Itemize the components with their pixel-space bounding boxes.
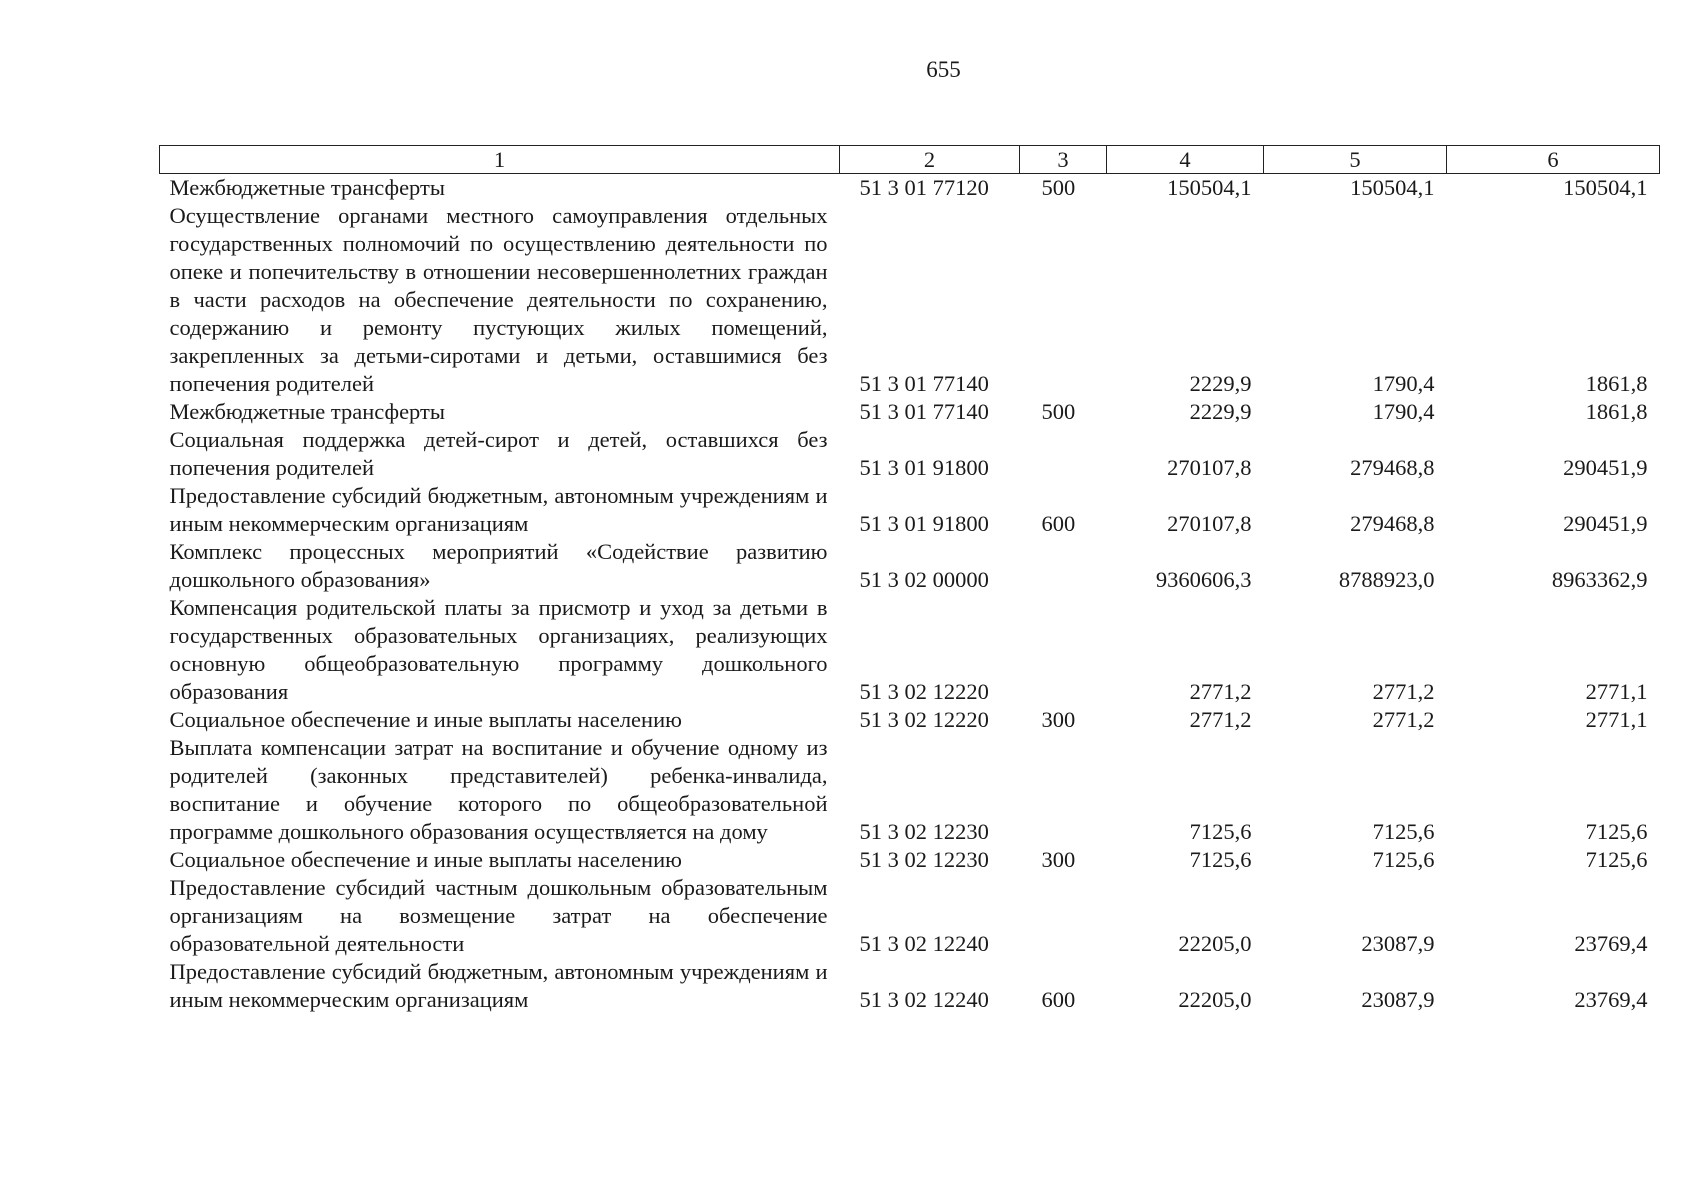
header-row [160, 146, 1660, 174]
row-expense-type: 500 [1041, 399, 1076, 424]
header-col-3: 3 [1020, 146, 1107, 174]
header-col-5: 5 [1264, 146, 1447, 174]
row-value-col6: 2771,1 [1585, 679, 1648, 704]
row-name: Межбюджетные трансферты [169, 399, 445, 424]
row-code: 51 3 02 12240 [859, 931, 989, 956]
row-expense-type [1020, 734, 1107, 846]
table-row [160, 734, 1660, 846]
table-row [160, 202, 1660, 398]
table-row [160, 594, 1660, 706]
budget-table [159, 145, 1660, 1014]
row-value-col6: 290451,9 [1563, 511, 1648, 536]
table-row [160, 482, 1660, 538]
row-code: 51 3 01 77140 [859, 399, 989, 424]
table-row [160, 874, 1660, 958]
row-value-col4: 2229,9 [1189, 399, 1252, 424]
row-name: Осуществление органами местного самоуправления отдельных государственных полномочий по осуществлению деятельности по опеке и попечительству в отношении несовершеннолетних граждан в части расходов на обеспечение деятельности по сохранению, содержанию и ремонту пустующих жилых помещений, закрепленных за детьми-сиротами и детьми, оставшимися без попечения родителей [169, 203, 828, 396]
row-value-col5: 8788923,0 [1338, 567, 1435, 592]
row-expense-type: 600 [1041, 511, 1076, 536]
row-value-col5: 23087,9 [1361, 987, 1435, 1012]
table-row [160, 398, 1660, 426]
row-value-col5: 279468,8 [1350, 455, 1435, 480]
row-value-col5: 7125,6 [1372, 819, 1435, 844]
header-col-1: 1 [160, 146, 840, 174]
page-number: 655 [926, 57, 961, 82]
row-value-col5: 1790,4 [1372, 371, 1435, 396]
table-header [160, 146, 1660, 174]
header-col-6: 6 [1447, 146, 1660, 174]
row-value-col6: 290451,9 [1563, 455, 1648, 480]
row-code: 51 3 01 91800 [859, 455, 989, 480]
row-value-col6: 1861,8 [1585, 399, 1648, 424]
row-expense-type: 500 [1041, 175, 1076, 200]
row-name: Социальная поддержка детей-сирот и детей, оставшихся без попечения родителей [169, 427, 828, 480]
row-value-col5: 2771,2 [1372, 707, 1435, 732]
table-row [160, 706, 1660, 734]
row-code: 51 3 02 12220 [859, 707, 989, 732]
row-value-col4: 22205,0 [1178, 987, 1252, 1012]
row-value-col4: 9360606,3 [1155, 567, 1252, 592]
table-row [160, 538, 1660, 594]
row-code: 51 3 02 00000 [859, 567, 989, 592]
row-value-col6: 2771,1 [1585, 707, 1648, 732]
row-value-col5: 1790,4 [1372, 399, 1435, 424]
row-value-col6: 8963362,9 [1551, 567, 1648, 592]
row-name: Межбюджетные трансферты [169, 175, 445, 200]
row-value-col5: 279468,8 [1350, 511, 1435, 536]
table-row [160, 426, 1660, 482]
row-expense-type: 300 [1041, 847, 1076, 872]
row-value-col5: 23087,9 [1361, 931, 1435, 956]
row-name: Предоставление субсидий бюджетным, автономным учреждениям и иным некоммерческим организациям [169, 483, 828, 536]
header-col-4: 4 [1107, 146, 1264, 174]
table-row [160, 174, 1660, 203]
row-expense-type [1020, 538, 1107, 594]
row-value-col6: 23769,4 [1574, 987, 1648, 1012]
row-code: 51 3 02 12230 [859, 819, 989, 844]
row-code: 51 3 02 12240 [859, 987, 989, 1012]
row-code: 51 3 02 12220 [859, 679, 989, 704]
row-name: Социальное обеспечение и иные выплаты населению [169, 707, 682, 732]
row-value-col4: 270107,8 [1167, 455, 1252, 480]
row-value-col4: 7125,6 [1189, 819, 1252, 844]
row-value-col4: 22205,0 [1178, 931, 1252, 956]
row-name: Выплата компенсации затрат на воспитание и обучение одному из родителей (законных представителей) ребенка-инвалида, воспитание и обучение которого по общеобразовательной программе дошкольного образования осуществляется на дому [169, 735, 828, 844]
row-value-col4: 2771,2 [1189, 707, 1252, 732]
row-value-col4: 7125,6 [1189, 847, 1252, 872]
row-expense-type [1020, 594, 1107, 706]
row-name: Комплекс процессных мероприятий «Содействие развитию дошкольного образования» [169, 539, 828, 592]
table-row [160, 846, 1660, 874]
row-value-col5: 7125,6 [1372, 847, 1435, 872]
row-value-col6: 7125,6 [1585, 819, 1648, 844]
row-code: 51 3 01 91800 [859, 511, 989, 536]
row-value-col6: 23769,4 [1574, 931, 1648, 956]
row-name: Предоставление субсидий частным дошкольным образовательным организациям на возмещение затрат на обеспечение образовательной деятельности [169, 875, 828, 956]
header-col-2: 2 [840, 146, 1020, 174]
row-value-col5: 2771,2 [1372, 679, 1435, 704]
row-code: 51 3 02 12230 [859, 847, 989, 872]
table-body [160, 174, 1660, 1015]
row-expense-type [1020, 874, 1107, 958]
row-name: Компенсация родительской платы за присмотр и уход за детьми в государственных образовательных организациях, реализующих основную общеобразовательную программу дошкольного образования [169, 595, 828, 704]
row-code: 51 3 01 77120 [859, 175, 989, 200]
row-expense-type [1020, 202, 1107, 398]
row-value-col6: 150504,1 [1563, 175, 1648, 200]
row-value-col6: 7125,6 [1585, 847, 1648, 872]
row-value-col6: 1861,8 [1585, 371, 1648, 396]
row-value-col4: 150504,1 [1167, 175, 1252, 200]
row-expense-type [1020, 426, 1107, 482]
row-expense-type: 300 [1041, 707, 1076, 732]
row-value-col4: 2229,9 [1189, 371, 1252, 396]
row-name: Социальное обеспечение и иные выплаты населению [169, 847, 682, 872]
row-name: Предоставление субсидий бюджетным, автономным учреждениям и иным некоммерческим организациям [169, 959, 828, 1012]
table-row [160, 958, 1660, 1014]
row-expense-type: 600 [1041, 987, 1076, 1012]
row-code: 51 3 01 77140 [859, 371, 989, 396]
row-value-col4: 2771,2 [1189, 679, 1252, 704]
row-value-col5: 150504,1 [1350, 175, 1435, 200]
row-value-col4: 270107,8 [1167, 511, 1252, 536]
